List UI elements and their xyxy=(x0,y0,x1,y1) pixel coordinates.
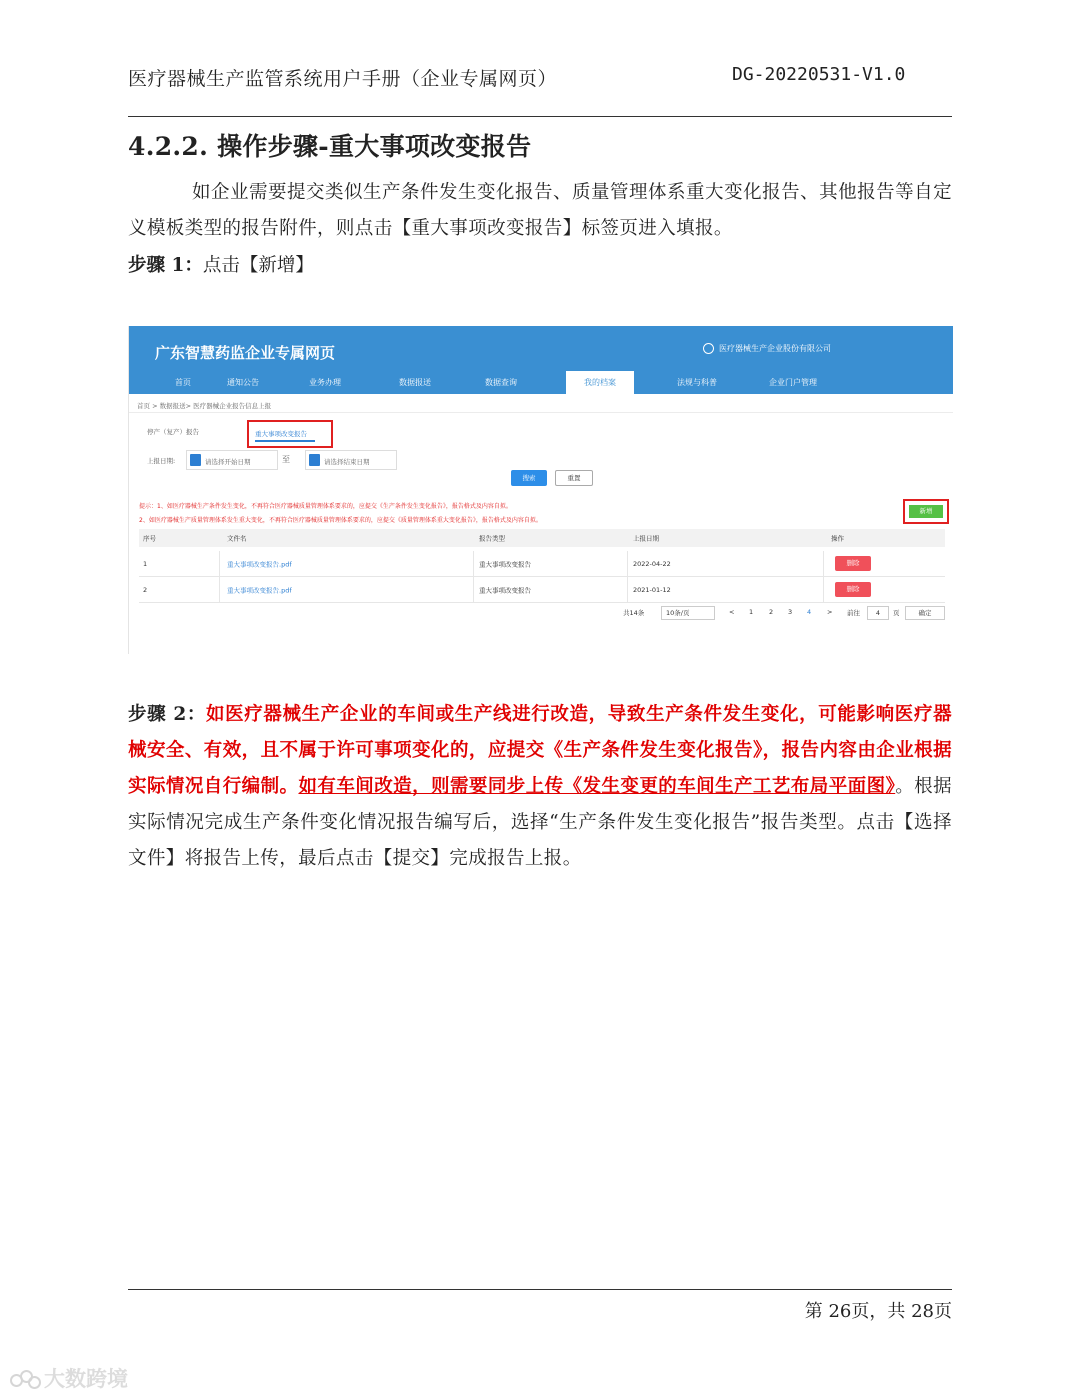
row-type: 重大事项改变报告 xyxy=(479,586,531,594)
nav-item-home[interactable]: 首页 xyxy=(175,378,191,387)
nav-item-business[interactable]: 业务办理 xyxy=(309,378,341,387)
row-date: 2022-04-22 xyxy=(633,559,671,568)
column-divider xyxy=(219,551,220,576)
row-type: 重大事项改变报告 xyxy=(479,560,531,568)
end-date-input[interactable] xyxy=(305,450,397,470)
search-button[interactable]: 搜索 xyxy=(511,470,547,486)
table-row xyxy=(139,577,945,603)
nav-item-portal-admin[interactable]: 企业门户管理 xyxy=(769,378,817,387)
active-tab-underline xyxy=(255,440,315,442)
column-divider xyxy=(823,551,824,576)
column-divider xyxy=(473,577,474,602)
page-2[interactable]: 2 xyxy=(769,608,774,616)
page-4-current[interactable]: 4 xyxy=(807,608,812,616)
step2-tail: 。根据实际情况完成生产条件变化情况报告编写后，选择“生产条件发生变化报告”报告类型。点击【选择文件】将报告上传，最后点击【提交】完成报告上报。 xyxy=(128,776,952,869)
tab-major-change-label: 重大事项改变报告 xyxy=(255,430,307,438)
pager-total: 共14条 xyxy=(623,609,645,617)
nav-item-my-archive[interactable]: 我的档案 xyxy=(566,371,634,394)
col-header-date: 上报日期 xyxy=(633,534,659,543)
nav-item-notices[interactable]: 通知公告 xyxy=(227,378,259,387)
step2-paragraph xyxy=(128,697,952,877)
col-header-action: 操作 xyxy=(831,534,844,543)
column-divider xyxy=(627,577,628,602)
new-button-highlight xyxy=(903,499,949,524)
tab-major-change-report[interactable] xyxy=(247,420,333,448)
row-no: 1 xyxy=(143,559,148,568)
company-name: 医疗器械生产企业股份有限公司 xyxy=(719,344,831,353)
date-range-separator: 至 xyxy=(282,455,290,464)
watermark-logo-icon xyxy=(10,1370,40,1390)
col-header-no: 序号 xyxy=(143,534,156,543)
page-size-value: 10条/页 xyxy=(666,609,690,617)
row-date: 2021-01-12 xyxy=(633,585,671,594)
goto-page-input[interactable] xyxy=(867,606,889,620)
intro-paragraph: 如企业需要提交类似生产条件发生变化报告、质量管理体系重大变化报告、其他报告等自定义模板类型的报告附件，则点击【重大事项改变报告】标签页进入填报。 xyxy=(128,182,952,239)
date-label: 上报日期: xyxy=(147,457,176,465)
next-page-button[interactable]: > xyxy=(827,608,833,616)
end-date-placeholder: 请选择结束日期 xyxy=(324,458,370,466)
calendar-icon xyxy=(190,454,201,466)
prev-page-button[interactable]: < xyxy=(729,608,735,616)
footer-divider xyxy=(128,1289,952,1290)
watermark xyxy=(10,1363,128,1393)
page-info: 第 26页，共 28页 xyxy=(804,1301,952,1322)
column-divider xyxy=(823,577,824,602)
reset-button[interactable]: 重置 xyxy=(555,470,593,486)
new-button[interactable]: 新增 xyxy=(909,505,943,518)
step1-text: 点击【新增】 xyxy=(202,255,314,276)
site-title: 广东智慧药监企业专属网页 xyxy=(155,344,336,362)
step1-label: 步骤 1： xyxy=(128,255,203,276)
tip-line-2: 2、如医疗器械生产质量管理体系发生重大变化，不再符合医疗器械质量管理体系要求的，应提交《质量管理体系重大变化报告》，报告格式及内容自拟。 xyxy=(139,517,542,524)
step1-line xyxy=(128,248,314,284)
tab-suspension-report[interactable]: 停产（复产）报告 xyxy=(147,428,199,436)
start-date-input[interactable] xyxy=(186,450,278,470)
row-file-link[interactable]: 重大事项改变报告.pdf xyxy=(227,560,292,568)
column-divider xyxy=(473,551,474,576)
delete-button[interactable]: 删除 xyxy=(835,556,871,571)
user-icon xyxy=(703,343,714,354)
calendar-icon xyxy=(309,454,320,466)
page-3[interactable]: 3 xyxy=(788,608,793,616)
tip-line-1: 提示：1、如医疗器械生产条件发生变化，不再符合医疗器械质量管理体系要求的，应提交《生产条件发生变化报告》，报告格式及内容自拟。 xyxy=(139,503,512,510)
doc-id: DG-20220531-V1.0 xyxy=(732,64,906,85)
step2-red-underlined: 如有车间改造，则需要同步上传《发生变更的车间生产工艺布局平面图》 xyxy=(298,776,896,797)
nav-item-data-query[interactable]: 数据查询 xyxy=(485,378,517,387)
watermark-text: 大数跨境 xyxy=(44,1367,128,1391)
column-divider xyxy=(219,577,220,602)
goto-page-value: 4 xyxy=(875,609,881,617)
main-nav xyxy=(129,371,953,394)
step2-red-text: 如医疗器械生产企业的车间或生产线进行改造，导致生产条件发生变化，可能影响医疗器械安全、有效，且不属于许可事项变化的，应提交《生产条件发生变化报告》，报告内容由企业根据实际情况自行编制。 xyxy=(128,704,952,797)
page-size-select[interactable] xyxy=(661,606,715,620)
confirm-label: 确定 xyxy=(918,609,932,617)
table-row xyxy=(139,551,945,577)
start-date-placeholder: 请选择开始日期 xyxy=(205,458,251,466)
breadcrumb: 首页 > 数据报送> 医疗器械企业报告信息上报 xyxy=(137,402,272,410)
confirm-page-button[interactable] xyxy=(905,606,945,620)
embedded-screenshot xyxy=(128,326,953,654)
col-header-file: 文件名 xyxy=(227,534,247,543)
page-1[interactable]: 1 xyxy=(749,608,754,616)
goto-suffix: 页 xyxy=(893,609,900,617)
company-account[interactable] xyxy=(703,343,831,354)
column-divider xyxy=(627,551,628,576)
col-header-type: 报告类型 xyxy=(479,534,505,543)
row-file-link[interactable]: 重大事项改变报告.pdf xyxy=(227,586,292,594)
site-banner xyxy=(129,326,953,394)
table-header xyxy=(139,529,945,547)
step2-label: 步骤 2： xyxy=(128,704,206,725)
row-no: 2 xyxy=(143,585,148,594)
goto-prefix: 前往 xyxy=(847,609,860,617)
section-title: 4.2.2. 操作步骤-重大事项改变报告 xyxy=(128,132,532,161)
breadcrumb-divider xyxy=(129,412,953,413)
header-title: 医疗器械生产监管系统用户手册（企业专属网页） xyxy=(128,68,558,90)
header-divider xyxy=(128,116,952,117)
nav-item-data-submit[interactable]: 数据报送 xyxy=(399,378,431,387)
nav-item-regulations[interactable]: 法规与科普 xyxy=(677,378,717,387)
delete-button[interactable]: 删除 xyxy=(835,582,871,597)
